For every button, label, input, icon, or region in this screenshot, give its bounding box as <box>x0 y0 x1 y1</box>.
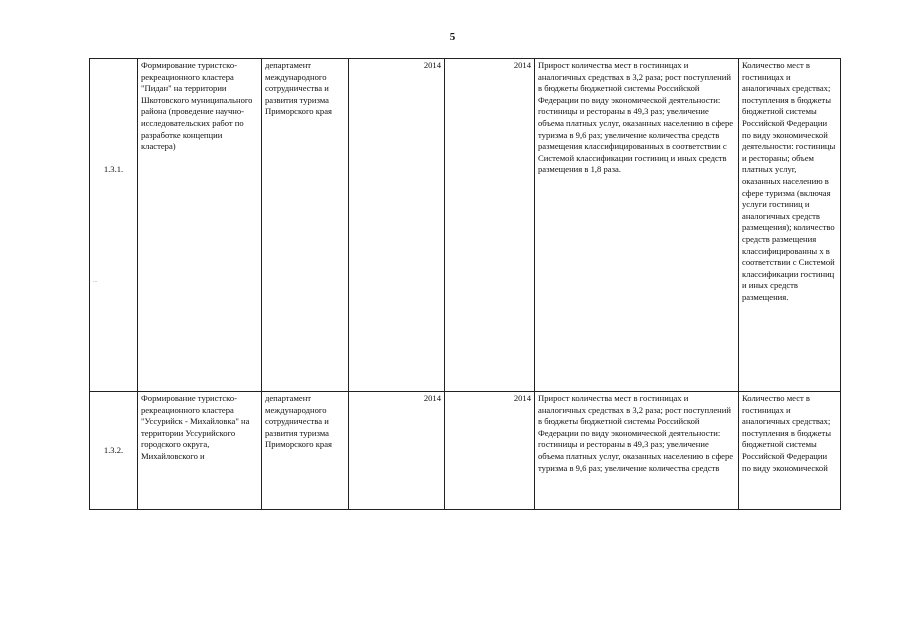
indicator-cell: Количество мест в гостиницах и аналогичных средствах; поступления в бюджеты бюджетной системы Российской Федерации по виду экономической <box>739 392 841 510</box>
result-cell: Прирост количества мест в гостиницах и аналогичных средствах в 3,2 раза; рост поступлений в бюджеты бюджетной системы Российской Федерации по виду экономической деятельности: гостиницы и рестораны в 49,3 раз; увеличение объема платных услуг, оказанных населению в сфере туризма в 9,6 раз; увеличение количества средств размещения классифицированных в соответствии с Системой классификации гостиниц и иных средств размещения в 1,8 раза. <box>535 59 739 392</box>
end-year-cell: 2014 <box>445 59 535 392</box>
row-marker: ... <box>93 277 98 284</box>
end-year-cell: 2014 <box>445 392 535 510</box>
activities-table <box>89 58 841 510</box>
indicator-cell: Количество мест в гостиницах и аналогичных средствах; поступления в бюджеты бюджетной системы Российской Федерации по виду экономической деятельности: гостиницы и рестораны; объем платных услуг, оказанных населению в сфере туризма (включая услуги гостиниц и аналогичных средств размещения); количество средств размещения классифицированны х в соответствии с Системой классификации гостиниц и иных средств размещения. <box>739 59 841 392</box>
event-cell: Формирование туристско-рекреационного кластера "Пидан" на территории Шкотовского муниципального района (проведение научно-исследовательских работ по разработке концепции кластера) <box>138 59 262 392</box>
table-row <box>90 59 841 392</box>
table-row <box>90 392 841 510</box>
executor-cell: департамент международного сотрудничества и развития туризма Приморского края <box>262 59 349 392</box>
start-year-cell: 2014 <box>349 392 445 510</box>
executor-cell: департамент международного сотрудничества и развития туризма Приморского края <box>262 392 349 510</box>
start-year-cell: 2014 <box>349 59 445 392</box>
row-number: 1.3.1. ... <box>90 59 138 392</box>
event-cell: Формирование туристско-рекреационного кластера "Уссурийск - Михайловка" на территории Уссурийского городского округа, Михайловского и <box>138 392 262 510</box>
result-cell: Прирост количества мест в гостиницах и аналогичных средствах в 3,2 раза; рост поступлений в бюджеты бюджетной системы Российской Федерации по виду экономической деятельности: гостиницы и рестораны в 49,3 раз; увеличение объема платных услуг, оказанных населению в сфере туризма в 9,6 раз; увеличение количества средств <box>535 392 739 510</box>
row-number: 1.3.2. <box>90 392 138 510</box>
page-number: 5 <box>449 31 456 43</box>
